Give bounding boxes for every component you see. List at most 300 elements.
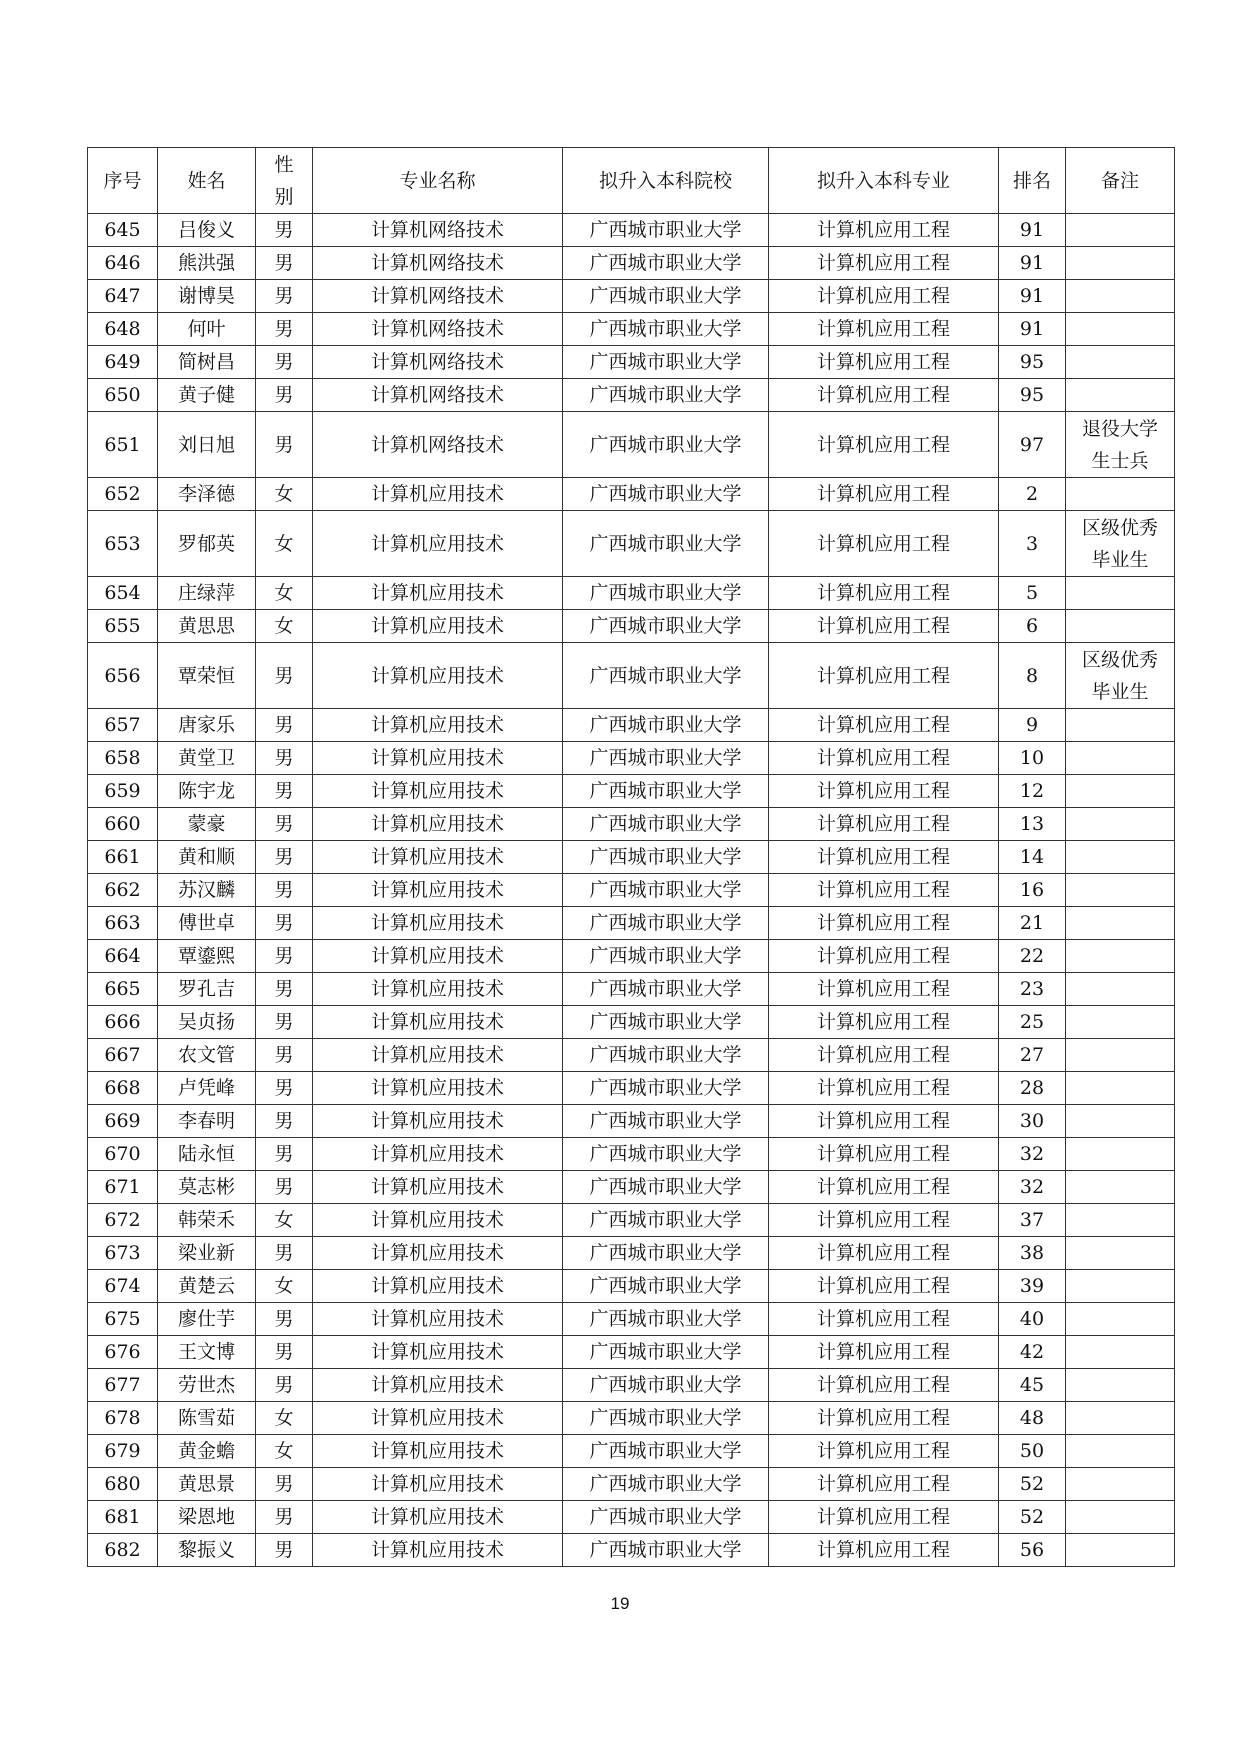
table-row (88, 412, 1175, 478)
header-target-school: 拟升入本科院校 (563, 148, 769, 214)
cell-target-major: 计算机应用工程 (769, 742, 999, 775)
cell-target-major: 计算机应用工程 (769, 1171, 999, 1204)
cell-gender: 女 (256, 1204, 313, 1237)
cell-target-major: 计算机应用工程 (769, 1534, 999, 1567)
table-header-row (88, 148, 1175, 214)
table-row (88, 1072, 1175, 1105)
cell-target-school: 广西城市职业大学 (563, 1237, 769, 1270)
table-row (88, 1303, 1175, 1336)
cell-major: 计算机应用技术 (313, 1039, 563, 1072)
cell-major: 计算机应用技术 (313, 1270, 563, 1303)
table-row (88, 709, 1175, 742)
cell-target-major: 计算机应用工程 (769, 1369, 999, 1402)
cell-name: 熊洪强 (158, 247, 256, 280)
cell-gender: 男 (256, 775, 313, 808)
cell-gender: 男 (256, 1303, 313, 1336)
cell-target-major: 计算机应用工程 (769, 610, 999, 643)
cell-target-school: 广西城市职业大学 (563, 808, 769, 841)
cell-name: 莫志彬 (158, 1171, 256, 1204)
cell-rank: 95 (999, 379, 1066, 412)
cell-name: 李泽德 (158, 478, 256, 511)
cell-rank: 48 (999, 1402, 1066, 1435)
cell-seq: 681 (88, 1501, 158, 1534)
cell-name: 傅世卓 (158, 907, 256, 940)
table-row (88, 1138, 1175, 1171)
cell-seq: 658 (88, 742, 158, 775)
cell-target-school: 广西城市职业大学 (563, 643, 769, 709)
cell-name: 陆永恒 (158, 1138, 256, 1171)
cell-major: 计算机应用技术 (313, 1402, 563, 1435)
cell-target-school: 广西城市职业大学 (563, 1171, 769, 1204)
cell-note (1066, 1303, 1175, 1336)
cell-gender: 女 (256, 610, 313, 643)
cell-note: 退役大学生士兵 (1066, 412, 1175, 478)
table-row (88, 214, 1175, 247)
cell-seq: 672 (88, 1204, 158, 1237)
cell-name: 廖仕芋 (158, 1303, 256, 1336)
cell-seq: 648 (88, 313, 158, 346)
cell-target-major: 计算机应用工程 (769, 1072, 999, 1105)
cell-rank: 16 (999, 874, 1066, 907)
cell-note (1066, 346, 1175, 379)
cell-gender: 男 (256, 1039, 313, 1072)
cell-note (1066, 1435, 1175, 1468)
cell-gender: 男 (256, 1171, 313, 1204)
cell-target-school: 广西城市职业大学 (563, 1435, 769, 1468)
cell-rank: 3 (999, 511, 1066, 577)
cell-target-school: 广西城市职业大学 (563, 1105, 769, 1138)
cell-target-school: 广西城市职业大学 (563, 1204, 769, 1237)
cell-name: 吴贞扬 (158, 1006, 256, 1039)
header-target-major: 拟升入本科专业 (769, 148, 999, 214)
cell-rank: 28 (999, 1072, 1066, 1105)
cell-major: 计算机应用技术 (313, 907, 563, 940)
cell-note (1066, 709, 1175, 742)
cell-name: 黄思景 (158, 1468, 256, 1501)
cell-name: 罗孔吉 (158, 973, 256, 1006)
cell-target-major: 计算机应用工程 (769, 1237, 999, 1270)
cell-target-school: 广西城市职业大学 (563, 1336, 769, 1369)
cell-rank: 42 (999, 1336, 1066, 1369)
table-row (88, 313, 1175, 346)
cell-seq: 665 (88, 973, 158, 1006)
cell-seq: 660 (88, 808, 158, 841)
cell-target-school: 广西城市职业大学 (563, 247, 769, 280)
cell-gender: 女 (256, 1435, 313, 1468)
cell-name: 卢凭峰 (158, 1072, 256, 1105)
cell-name: 覃荣恒 (158, 643, 256, 709)
cell-target-major: 计算机应用工程 (769, 841, 999, 874)
cell-seq: 647 (88, 280, 158, 313)
cell-target-school: 广西城市职业大学 (563, 379, 769, 412)
cell-major: 计算机网络技术 (313, 412, 563, 478)
cell-seq: 675 (88, 1303, 158, 1336)
cell-target-school: 广西城市职业大学 (563, 511, 769, 577)
cell-target-major: 计算机应用工程 (769, 973, 999, 1006)
cell-seq: 653 (88, 511, 158, 577)
table-row (88, 1468, 1175, 1501)
cell-name: 梁业新 (158, 1237, 256, 1270)
cell-gender: 男 (256, 1006, 313, 1039)
cell-gender: 女 (256, 511, 313, 577)
cell-gender: 男 (256, 1237, 313, 1270)
cell-name: 农文管 (158, 1039, 256, 1072)
cell-gender: 男 (256, 940, 313, 973)
cell-gender: 男 (256, 1468, 313, 1501)
cell-major: 计算机网络技术 (313, 379, 563, 412)
table-row (88, 643, 1175, 709)
cell-note (1066, 1072, 1175, 1105)
cell-note (1066, 874, 1175, 907)
cell-name: 黄和顺 (158, 841, 256, 874)
table-row (88, 1270, 1175, 1303)
cell-seq: 663 (88, 907, 158, 940)
cell-major: 计算机应用技术 (313, 1006, 563, 1039)
cell-target-major: 计算机应用工程 (769, 1138, 999, 1171)
cell-seq: 649 (88, 346, 158, 379)
cell-major: 计算机应用技术 (313, 1468, 563, 1501)
table-row (88, 1237, 1175, 1270)
cell-gender: 男 (256, 1336, 313, 1369)
table-row (88, 874, 1175, 907)
cell-note (1066, 1336, 1175, 1369)
cell-gender: 男 (256, 280, 313, 313)
cell-name: 苏汉麟 (158, 874, 256, 907)
cell-major: 计算机网络技术 (313, 313, 563, 346)
cell-note (1066, 973, 1175, 1006)
cell-note: 区级优秀毕业生 (1066, 643, 1175, 709)
cell-rank: 91 (999, 247, 1066, 280)
cell-seq: 678 (88, 1402, 158, 1435)
cell-name: 黄子健 (158, 379, 256, 412)
cell-rank: 32 (999, 1138, 1066, 1171)
cell-seq: 661 (88, 841, 158, 874)
cell-rank: 95 (999, 346, 1066, 379)
cell-gender: 女 (256, 1270, 313, 1303)
table-row (88, 1105, 1175, 1138)
cell-seq: 650 (88, 379, 158, 412)
cell-target-school: 广西城市职业大学 (563, 973, 769, 1006)
cell-note (1066, 775, 1175, 808)
table-row (88, 940, 1175, 973)
cell-note (1066, 1534, 1175, 1567)
cell-target-major: 计算机应用工程 (769, 379, 999, 412)
cell-target-school: 广西城市职业大学 (563, 214, 769, 247)
cell-rank: 91 (999, 214, 1066, 247)
cell-major: 计算机应用技术 (313, 1435, 563, 1468)
cell-major: 计算机应用技术 (313, 643, 563, 709)
cell-gender: 男 (256, 742, 313, 775)
cell-major: 计算机应用技术 (313, 1303, 563, 1336)
cell-note (1066, 1039, 1175, 1072)
cell-seq: 680 (88, 1468, 158, 1501)
cell-seq: 679 (88, 1435, 158, 1468)
cell-seq: 673 (88, 1237, 158, 1270)
cell-note (1066, 1171, 1175, 1204)
cell-target-school: 广西城市职业大学 (563, 1270, 769, 1303)
cell-rank: 13 (999, 808, 1066, 841)
cell-gender: 男 (256, 346, 313, 379)
cell-gender: 男 (256, 643, 313, 709)
cell-note (1066, 313, 1175, 346)
cell-major: 计算机应用技术 (313, 742, 563, 775)
cell-note (1066, 478, 1175, 511)
cell-target-major: 计算机应用工程 (769, 247, 999, 280)
cell-gender: 男 (256, 1501, 313, 1534)
cell-gender: 男 (256, 1138, 313, 1171)
cell-gender: 男 (256, 214, 313, 247)
cell-name: 吕俊义 (158, 214, 256, 247)
cell-name: 庄绿萍 (158, 577, 256, 610)
cell-rank: 97 (999, 412, 1066, 478)
cell-seq: 670 (88, 1138, 158, 1171)
cell-name: 梁恩地 (158, 1501, 256, 1534)
cell-rank: 8 (999, 643, 1066, 709)
cell-target-school: 广西城市职业大学 (563, 874, 769, 907)
cell-seq: 659 (88, 775, 158, 808)
cell-rank: 50 (999, 1435, 1066, 1468)
table-body (88, 214, 1175, 1567)
cell-major: 计算机应用技术 (313, 1105, 563, 1138)
cell-note (1066, 841, 1175, 874)
table-row (88, 511, 1175, 577)
cell-seq: 669 (88, 1105, 158, 1138)
cell-target-school: 广西城市职业大学 (563, 577, 769, 610)
cell-rank: 91 (999, 280, 1066, 313)
cell-name: 谢博昊 (158, 280, 256, 313)
cell-rank: 6 (999, 610, 1066, 643)
table-row (88, 973, 1175, 1006)
cell-target-major: 计算机应用工程 (769, 280, 999, 313)
table-row (88, 1039, 1175, 1072)
cell-rank: 25 (999, 1006, 1066, 1039)
cell-seq: 676 (88, 1336, 158, 1369)
table-row (88, 808, 1175, 841)
cell-rank: 37 (999, 1204, 1066, 1237)
cell-rank: 52 (999, 1468, 1066, 1501)
table-row (88, 280, 1175, 313)
table-row (88, 841, 1175, 874)
cell-seq: 651 (88, 412, 158, 478)
cell-name: 刘日旭 (158, 412, 256, 478)
cell-rank: 30 (999, 1105, 1066, 1138)
cell-target-major: 计算机应用工程 (769, 874, 999, 907)
cell-name: 唐家乐 (158, 709, 256, 742)
cell-name: 王文博 (158, 1336, 256, 1369)
table-row (88, 478, 1175, 511)
cell-major: 计算机应用技术 (313, 1534, 563, 1567)
cell-name: 黎振义 (158, 1534, 256, 1567)
cell-target-major: 计算机应用工程 (769, 940, 999, 973)
cell-major: 计算机应用技术 (313, 940, 563, 973)
cell-target-school: 广西城市职业大学 (563, 907, 769, 940)
cell-gender: 女 (256, 478, 313, 511)
cell-name: 覃鎏熙 (158, 940, 256, 973)
cell-seq: 671 (88, 1171, 158, 1204)
cell-gender: 女 (256, 577, 313, 610)
cell-rank: 91 (999, 313, 1066, 346)
cell-name: 黄金蟾 (158, 1435, 256, 1468)
cell-note (1066, 1237, 1175, 1270)
cell-major: 计算机网络技术 (313, 214, 563, 247)
header-rank: 排名 (999, 148, 1066, 214)
cell-name: 李春明 (158, 1105, 256, 1138)
cell-major: 计算机应用技术 (313, 1204, 563, 1237)
cell-note: 区级优秀毕业生 (1066, 511, 1175, 577)
cell-target-school: 广西城市职业大学 (563, 940, 769, 973)
cell-gender: 女 (256, 1402, 313, 1435)
cell-target-major: 计算机应用工程 (769, 709, 999, 742)
cell-target-major: 计算机应用工程 (769, 1501, 999, 1534)
table-row (88, 775, 1175, 808)
cell-major: 计算机应用技术 (313, 1369, 563, 1402)
cell-major: 计算机网络技术 (313, 346, 563, 379)
cell-name: 黄楚云 (158, 1270, 256, 1303)
header-seq: 序号 (88, 148, 158, 214)
cell-target-school: 广西城市职业大学 (563, 841, 769, 874)
cell-rank: 21 (999, 907, 1066, 940)
cell-target-school: 广西城市职业大学 (563, 1138, 769, 1171)
cell-major: 计算机应用技术 (313, 610, 563, 643)
cell-seq: 668 (88, 1072, 158, 1105)
cell-major: 计算机应用技术 (313, 1501, 563, 1534)
cell-rank: 32 (999, 1171, 1066, 1204)
table-row (88, 1402, 1175, 1435)
cell-major: 计算机应用技术 (313, 973, 563, 1006)
cell-note (1066, 940, 1175, 973)
cell-target-major: 计算机应用工程 (769, 577, 999, 610)
cell-rank: 52 (999, 1501, 1066, 1534)
cell-note (1066, 379, 1175, 412)
cell-major: 计算机应用技术 (313, 841, 563, 874)
cell-seq: 655 (88, 610, 158, 643)
table-row (88, 1435, 1175, 1468)
cell-note (1066, 1402, 1175, 1435)
header-major: 专业名称 (313, 148, 563, 214)
cell-rank: 56 (999, 1534, 1066, 1567)
cell-gender: 男 (256, 313, 313, 346)
cell-target-major: 计算机应用工程 (769, 808, 999, 841)
cell-target-major: 计算机应用工程 (769, 1435, 999, 1468)
cell-major: 计算机网络技术 (313, 280, 563, 313)
cell-note (1066, 214, 1175, 247)
cell-rank: 27 (999, 1039, 1066, 1072)
cell-gender: 男 (256, 808, 313, 841)
cell-note (1066, 1105, 1175, 1138)
cell-rank: 22 (999, 940, 1066, 973)
cell-rank: 5 (999, 577, 1066, 610)
cell-target-major: 计算机应用工程 (769, 412, 999, 478)
cell-major: 计算机应用技术 (313, 775, 563, 808)
cell-seq: 674 (88, 1270, 158, 1303)
cell-seq: 645 (88, 214, 158, 247)
table-row (88, 379, 1175, 412)
cell-note (1066, 1204, 1175, 1237)
cell-gender: 男 (256, 1072, 313, 1105)
cell-target-major: 计算机应用工程 (769, 1039, 999, 1072)
cell-name: 陈雪茹 (158, 1402, 256, 1435)
cell-target-school: 广西城市职业大学 (563, 1072, 769, 1105)
table-row (88, 610, 1175, 643)
cell-gender: 男 (256, 1369, 313, 1402)
admission-list-table (87, 147, 1175, 1567)
cell-major: 计算机应用技术 (313, 478, 563, 511)
cell-target-major: 计算机应用工程 (769, 1204, 999, 1237)
cell-target-major: 计算机应用工程 (769, 1303, 999, 1336)
cell-target-school: 广西城市职业大学 (563, 280, 769, 313)
cell-note (1066, 808, 1175, 841)
cell-target-major: 计算机应用工程 (769, 511, 999, 577)
cell-note (1066, 247, 1175, 280)
table-row (88, 1501, 1175, 1534)
cell-seq: 682 (88, 1534, 158, 1567)
cell-target-school: 广西城市职业大学 (563, 1006, 769, 1039)
cell-target-school: 广西城市职业大学 (563, 610, 769, 643)
cell-name: 简树昌 (158, 346, 256, 379)
cell-rank: 10 (999, 742, 1066, 775)
cell-gender: 男 (256, 247, 313, 280)
cell-rank: 23 (999, 973, 1066, 1006)
table-row (88, 346, 1175, 379)
cell-major: 计算机应用技术 (313, 511, 563, 577)
cell-gender: 男 (256, 841, 313, 874)
cell-major: 计算机应用技术 (313, 1138, 563, 1171)
cell-seq: 662 (88, 874, 158, 907)
cell-target-major: 计算机应用工程 (769, 1105, 999, 1138)
cell-rank: 40 (999, 1303, 1066, 1336)
cell-gender: 男 (256, 874, 313, 907)
cell-seq: 656 (88, 643, 158, 709)
cell-seq: 667 (88, 1039, 158, 1072)
cell-major: 计算机应用技术 (313, 577, 563, 610)
cell-seq: 652 (88, 478, 158, 511)
cell-major: 计算机应用技术 (313, 1072, 563, 1105)
cell-note (1066, 742, 1175, 775)
cell-name: 黄堂卫 (158, 742, 256, 775)
cell-note (1066, 1468, 1175, 1501)
cell-target-school: 广西城市职业大学 (563, 313, 769, 346)
cell-major: 计算机网络技术 (313, 247, 563, 280)
cell-note (1066, 577, 1175, 610)
cell-note (1066, 1270, 1175, 1303)
cell-name: 陈宇龙 (158, 775, 256, 808)
cell-rank: 45 (999, 1369, 1066, 1402)
table-row (88, 1204, 1175, 1237)
cell-name: 蒙豪 (158, 808, 256, 841)
cell-rank: 9 (999, 709, 1066, 742)
cell-seq: 677 (88, 1369, 158, 1402)
cell-target-major: 计算机应用工程 (769, 1270, 999, 1303)
cell-major: 计算机应用技术 (313, 1237, 563, 1270)
cell-gender: 男 (256, 907, 313, 940)
cell-rank: 12 (999, 775, 1066, 808)
cell-rank: 38 (999, 1237, 1066, 1270)
cell-major: 计算机应用技术 (313, 808, 563, 841)
cell-note (1066, 610, 1175, 643)
cell-name: 韩荣禾 (158, 1204, 256, 1237)
cell-gender: 男 (256, 709, 313, 742)
cell-major: 计算机应用技术 (313, 1171, 563, 1204)
cell-target-school: 广西城市职业大学 (563, 742, 769, 775)
cell-target-school: 广西城市职业大学 (563, 412, 769, 478)
cell-gender: 男 (256, 973, 313, 1006)
cell-target-major: 计算机应用工程 (769, 1402, 999, 1435)
cell-target-school: 广西城市职业大学 (563, 478, 769, 511)
table-row (88, 1369, 1175, 1402)
cell-seq: 646 (88, 247, 158, 280)
cell-seq: 654 (88, 577, 158, 610)
header-gender: 性别 (256, 148, 313, 214)
